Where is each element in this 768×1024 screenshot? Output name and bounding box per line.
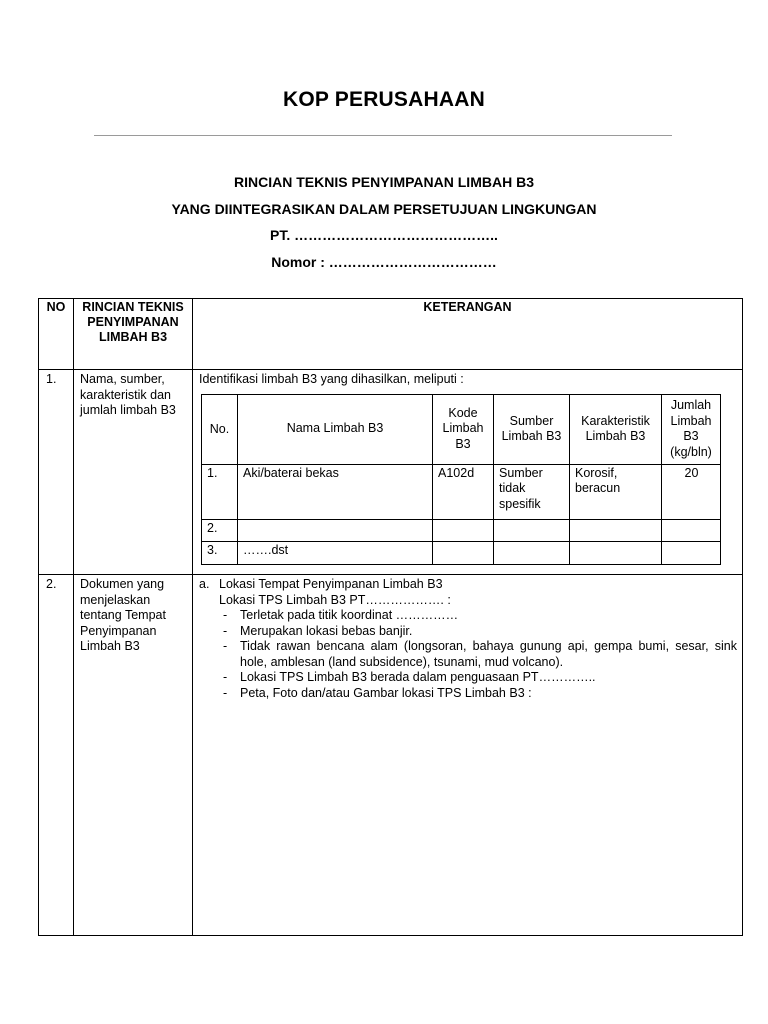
sub-item-a-body [219, 593, 737, 702]
limbah-cell-jumlah [662, 541, 721, 564]
sub-item-a-label: a. [199, 577, 210, 591]
row-2-no: 2. [39, 575, 74, 936]
header-no: NO [39, 299, 74, 370]
limbah-cell-kode: A102d [433, 464, 494, 519]
row-2-rincian: Dokumen yang menjelaskan tentang Tempat Penyimpanan Limbah B3 [74, 575, 193, 936]
table-row [39, 575, 743, 936]
dash-bullet: - [223, 670, 228, 684]
bullet-text: Terletak pada titik koordinat …………… [240, 608, 459, 622]
list-item [219, 608, 737, 624]
limbah-cell-no: 2. [202, 519, 238, 541]
limbah-cell-nama: …….dst [238, 541, 433, 564]
limbah-cell-sumber: Sumber tidak spesifik [494, 464, 570, 519]
limbah-header-sumber: Sumber Limbah B3 [494, 394, 570, 464]
limbah-cell-kode [433, 541, 494, 564]
limbah-cell-nama [238, 519, 433, 541]
list-item [219, 686, 737, 702]
limbah-cell-nama: Aki/baterai bekas [238, 464, 433, 519]
limbah-header-karakteristik: Karakteristik Limbah B3 [570, 394, 662, 464]
identifikasi-intro: Identifikasi limbah B3 yang dihasilkan, meliputi : [199, 372, 464, 386]
table-row [202, 519, 721, 541]
limbah-cell-karakteristik: Korosif, beracun [570, 464, 662, 519]
limbah-cell-no: 3. [202, 541, 238, 564]
limbah-header-kode: Kode Limbah B3 [433, 394, 494, 464]
dash-bullet: - [223, 608, 228, 622]
nomor-line: Nomor : ……………………………… [271, 253, 497, 270]
bullet-text: Lokasi TPS Limbah B3 berada dalam penguasaan PT………….. [240, 670, 596, 684]
bullet-text: Tidak rawan bencana alam (longsoran, bahaya gunung api, gempa bumi, sesar, sink hole, amblesan (land subsidence), tsunami, mud volcano). [240, 639, 737, 669]
pt-line: PT. …………………………………….. [270, 227, 498, 243]
title-line-1: RINCIAN TEKNIS PENYIMPANAN LIMBAH B3 [234, 174, 534, 190]
row-1-no: 1. [39, 370, 74, 575]
header-rincian: RINCIAN TEKNIS PENYIMPANAN LIMBAH B3 [74, 299, 193, 370]
limbah-b3-table [201, 394, 721, 565]
sub-item-a [199, 577, 737, 593]
bullet-text: Merupakan lokasi bebas banjir. [240, 623, 413, 638]
title-line-2: YANG DIINTEGRASIKAN DALAM PERSETUJUAN LINGKUNGAN [171, 200, 597, 217]
limbah-header-row [202, 394, 721, 464]
limbah-cell-sumber [494, 519, 570, 541]
table-header-row [39, 299, 743, 370]
header-keterangan: KETERANGAN [193, 299, 743, 370]
document-title-block [0, 172, 768, 278]
dash-bullet: - [223, 685, 228, 700]
row-1-rincian: Nama, sumber, karakteristik dan jumlah limbah B3 [74, 370, 193, 575]
limbah-cell-karakteristik [570, 519, 662, 541]
table-row [202, 541, 721, 564]
kop-perusahaan-heading: KOP PERUSAHAAN [283, 88, 485, 111]
limbah-header-no: No. [202, 394, 238, 464]
row-1-keterangan [193, 370, 743, 575]
list-item [219, 624, 737, 640]
table-row [202, 464, 721, 519]
dash-bullet: - [223, 623, 228, 638]
limbah-cell-karakteristik [570, 541, 662, 564]
list-item [219, 670, 737, 686]
limbah-cell-jumlah [662, 519, 721, 541]
limbah-cell-jumlah: 20 [662, 464, 721, 519]
list-item [219, 639, 737, 670]
row-2-keterangan [193, 575, 743, 936]
tps-location-line: Lokasi TPS Limbah B3 PT………………. : [219, 592, 451, 607]
table-row [39, 370, 743, 575]
limbah-cell-kode [433, 519, 494, 541]
header-divider [94, 135, 672, 136]
rincian-teknis-table [38, 298, 743, 936]
limbah-cell-no: 1. [202, 464, 238, 519]
limbah-header-jumlah: Jumlah Limbah B3 (kg/bln) [662, 394, 721, 464]
dash-bullet: - [223, 639, 228, 653]
sub-item-a-title: Lokasi Tempat Penyimpanan Limbah B3 [219, 577, 443, 591]
bullet-text: Peta, Foto dan/atau Gambar lokasi TPS Limbah B3 : [240, 685, 532, 700]
limbah-cell-sumber [494, 541, 570, 564]
limbah-header-nama: Nama Limbah B3 [238, 394, 433, 464]
